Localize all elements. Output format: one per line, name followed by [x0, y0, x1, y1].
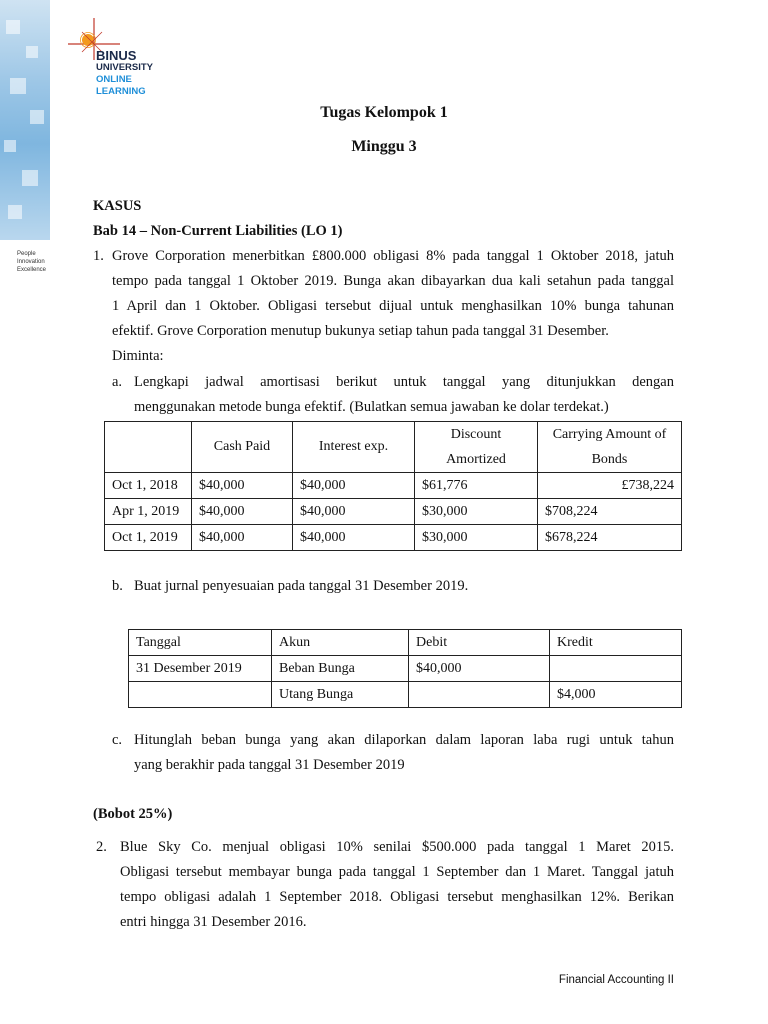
item-text-line: menggunakan metode bunga efektif. (Bulatkan semua jawaban ke dolar terdekat.) [134, 399, 609, 415]
question-text-line: tempo obligasi adalah 1 September 2018. Obligasi tersebut menghasilkan 12%. Berikan [120, 889, 674, 905]
journal-table [128, 629, 682, 708]
table-cell: $40,000 [192, 499, 293, 525]
table-cell: $40,000 [409, 656, 550, 682]
table-cell: Utang Bunga [272, 682, 409, 708]
question-text-line: Blue Sky Co. menjual obligasi 10% senilai $500.000 pada tanggal 1 Maret 2015. [120, 839, 674, 855]
question-text-line: 1 April dan 1 Oktober. Obligasi tersebut dijual untuk menghasilkan 10% bunga tahunan [112, 298, 674, 314]
table-cell: $40,000 [293, 473, 415, 499]
table-row [105, 473, 682, 499]
item-text-line: Hitunglah beban bunga yang akan dilaporkan dalam laporan laba rugi untuk tahun [134, 732, 674, 748]
page-subtitle: Minggu 3 [351, 138, 417, 155]
table-cell: £738,224 [538, 473, 682, 499]
table-header-cell: Kredit [550, 630, 682, 656]
question-text-line: Grove Corporation menerbitkan £800.000 obligasi 8% pada tanggal 1 Oktober 2018, jatuh [112, 248, 674, 264]
question-number: 1. [93, 248, 104, 264]
table-cell [129, 682, 272, 708]
page-footer: Financial Accounting II [558, 974, 674, 986]
item-label: b. [112, 578, 123, 594]
table-header-row [129, 630, 682, 656]
amortization-table [104, 421, 682, 551]
question-text-line: tempo pada tanggal 1 Oktober 2019. Bunga akan dibayarkan dua kali setahun pada tanggal [112, 273, 674, 289]
table-header-cell: Debit [409, 630, 550, 656]
question-text-line: entri hingga 31 Desember 2016. [120, 914, 307, 930]
table-cell: $708,224 [538, 499, 682, 525]
table-cell: $40,000 [192, 473, 293, 499]
table-cell: $40,000 [293, 499, 415, 525]
table-cell: Beban Bunga [272, 656, 409, 682]
logo-wordmark: BINUS UNIVERSITY ONLINE LEARNING [96, 48, 154, 97]
item-label: a. [112, 374, 123, 390]
requirement-label: Diminta: [112, 348, 164, 364]
chapter-heading: Bab 14 – Non-Current Liabilities (LO 1) [93, 223, 343, 239]
table-cell [550, 656, 682, 682]
table-cell: $4,000 [550, 682, 682, 708]
table-row [105, 499, 682, 525]
question-text-line: Obligasi tersebut membayar bunga pada tanggal 1 September dan 1 Maret. Tanggal jatuh [120, 864, 674, 880]
table-header-cell: Discount Amortized [415, 422, 538, 473]
table-cell [409, 682, 550, 708]
table-row [129, 656, 682, 682]
table-header-cell: Tanggal [129, 630, 272, 656]
page-title: Tugas Kelompok 1 [320, 104, 448, 121]
table-cell: $40,000 [293, 525, 415, 551]
tagline: People Innovation Excellence [17, 251, 47, 273]
item-text-line: yang berakhir pada tanggal 31 Desember 2019 [134, 757, 405, 773]
table-header-cell: Interest exp. [293, 422, 415, 473]
question-number: 2. [96, 839, 107, 855]
table-cell: Oct 1, 2018 [105, 473, 192, 499]
weight-label: (Bobot 25%) [93, 806, 173, 822]
table-cell: $61,776 [415, 473, 538, 499]
item-label: c. [112, 732, 123, 748]
table-header-cell: Cash Paid [192, 422, 293, 473]
table-header-cell: Akun [272, 630, 409, 656]
table-cell: Apr 1, 2019 [105, 499, 192, 525]
table-header-cell: Carrying Amount of Bonds [538, 422, 682, 473]
table-cell: $40,000 [192, 525, 293, 551]
table-cell: 31 Desember 2019 [129, 656, 272, 682]
item-text-line: Buat jurnal penyesuaian pada tanggal 31 Desember 2019. [134, 578, 469, 594]
table-row [105, 525, 682, 551]
table-row [129, 682, 682, 708]
item-text-line: Lengkapi jadwal amortisasi berikut untuk tanggal yang ditunjukkan dengan [134, 374, 674, 390]
table-cell: $30,000 [415, 499, 538, 525]
question-text-line: efektif. Grove Corporation menutup bukunya setiap tahun pada tanggal 31 Desember. [112, 323, 609, 339]
table-cell: Oct 1, 2019 [105, 525, 192, 551]
table-cell: $30,000 [415, 525, 538, 551]
table-header-cell [105, 422, 192, 473]
table-header-row [105, 422, 682, 473]
section-label: KASUS [93, 198, 142, 214]
table-cell: $678,224 [538, 525, 682, 551]
